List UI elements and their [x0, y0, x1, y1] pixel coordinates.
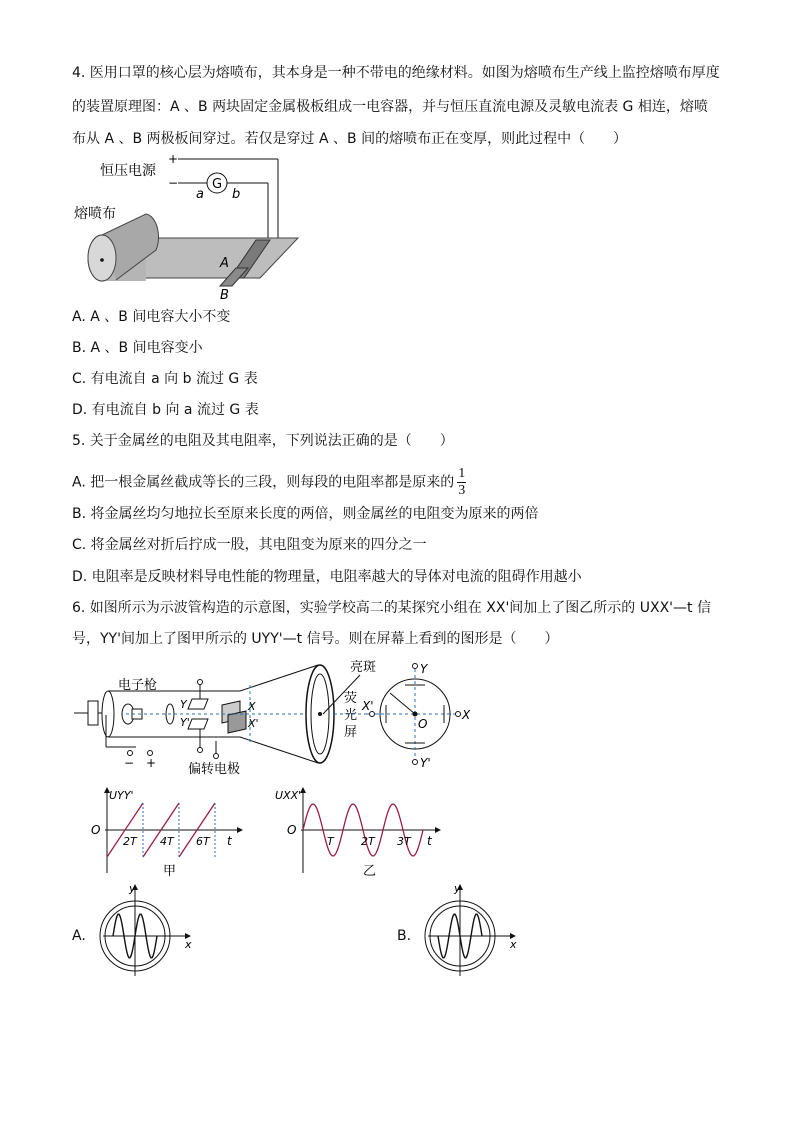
q6-choice-b-label[interactable]: B. [397, 928, 412, 944]
screen-yp-label: Y' [420, 756, 431, 770]
q4-option-a[interactable]: A. A 、B 间电容大小不变 [72, 309, 231, 325]
screen-x-label: X [462, 708, 471, 722]
graph-b-caption: 乙 [363, 864, 377, 879]
graph-b-ylabel: UXX' [275, 789, 302, 802]
gun-label: 电子枪 [118, 678, 158, 693]
q5-stem: 5. 关于金属丝的电阻及其电阻率，下列说法正确的是（ ） [72, 433, 454, 449]
q4-option-c[interactable]: C. 有电流自 a 向 b 流过 G 表 [72, 371, 258, 387]
q6-stem-line2: 号，YY'间加上了图甲所示的 UYY'—t 信号。则在屏幕上看到的图形是（ ） [72, 631, 559, 647]
oscilloscope-diagram [70, 655, 480, 780]
graph-b-tick-1: T [327, 835, 334, 848]
fraction-numerator: 1 [458, 466, 466, 481]
q5-option-a[interactable] [72, 466, 466, 499]
graph-b-origin: O [287, 823, 297, 837]
graph-a-tick-2: 4T [160, 835, 174, 848]
meter-label: G [212, 177, 223, 192]
spot-label: 亮斑 [350, 660, 377, 675]
q5-option-a-text: A. 把一根金属丝截成等长的三段，则每段的电阻率都是原来的 [72, 474, 455, 491]
q6-choice-b-screen[interactable] [420, 880, 520, 980]
choice-b-x: x [510, 938, 517, 951]
q4-stem-line3: 布从 A 、B 两极板间穿过。若仅是穿过 A 、B 间的熔喷布正在变厚，则此过程中（ ） [72, 131, 628, 147]
graph-b-t: t [427, 834, 432, 848]
plate-yp-label: Y' [180, 716, 190, 729]
choice-a-y: y [129, 882, 136, 895]
plus-terminal: + [168, 152, 179, 166]
node-a-label: a [196, 187, 204, 202]
q5-option-b[interactable]: B. 将金属丝均匀地拉长至原来长度的两倍，则金属丝的电阻变为原来的两倍 [72, 506, 539, 522]
screen-label-1: 荧 [344, 691, 358, 706]
gun-minus: − [124, 756, 135, 770]
choice-b-y: y [454, 882, 461, 895]
plate-b-label: B [220, 288, 229, 303]
screen-xp-label: X' [362, 699, 374, 713]
screen-label-2: 光 [344, 708, 358, 723]
gun-plus: + [146, 756, 157, 770]
cloth-label: 熔喷布 [74, 206, 116, 222]
q5-option-d[interactable]: D. 电阻率是反映材料导电性能的物理量，电阻率越大的导体对电流的阻碍作用越小 [72, 569, 582, 585]
graph-a-origin: O [91, 823, 101, 837]
one-third-fraction [457, 466, 466, 499]
q4-stem-line2: 的装置原理图：A 、B 两块固定金属极板组成一电容器，并与恒压直流电源及灵敏电流表 G 相连，熔喷 [72, 99, 708, 115]
plate-xp-label: X' [248, 717, 259, 730]
plate-x-label: X [248, 700, 256, 713]
q4-stem-line1: 4. 医用口罩的核心层为熔喷布，其本身是一种不带电的绝缘材料。如图为熔喷布生产线上监控熔喷布厚度 [72, 65, 720, 81]
screen-y-label: Y [420, 662, 428, 676]
q4-option-b[interactable]: B. A 、B 间电容变小 [72, 340, 203, 356]
deflect-label: 偏转电极 [188, 762, 241, 777]
q6-choice-a-screen[interactable] [95, 880, 195, 980]
graph-a-caption: 甲 [163, 864, 177, 879]
q6-choice-a-label[interactable]: A. [72, 928, 86, 944]
q4-option-d[interactable]: D. 有电流自 b 向 a 流过 G 表 [72, 402, 259, 418]
q6-stem-line1: 6. 如图所示为示波管构造的示意图，实验学校高二的某探究小组在 XX'间加上了图乙所示的 UXX'—t 信 [72, 600, 711, 616]
graph-uyy-sawtooth [85, 785, 245, 880]
screen-label-3: 屏 [344, 725, 358, 740]
graph-a-tick-1: 2T [123, 835, 137, 848]
plate-a-label: A [220, 256, 229, 271]
graph-a-tick-3: 6T [196, 835, 210, 848]
graph-a-ylabel: UYY' [109, 789, 134, 802]
power-label: 恒压电源 [100, 163, 156, 179]
minus-terminal: − [168, 176, 179, 190]
node-b-label: b [232, 187, 241, 202]
graph-b-tick-2: 2T [361, 835, 375, 848]
graph-b-tick-3: 3T [397, 835, 411, 848]
graph-a-t: t [227, 834, 232, 848]
graph-uxx-sine [275, 785, 445, 880]
q4-meltblown-diagram [70, 150, 310, 305]
q5-option-c[interactable]: C. 将金属丝对折后拧成一股，其电阻变为原来的四分之一 [72, 537, 427, 553]
plate-y-label: Y [180, 698, 187, 711]
screen-origin-label: O [418, 717, 428, 731]
fraction-denominator: 3 [458, 483, 466, 498]
choice-a-x: x [185, 938, 192, 951]
